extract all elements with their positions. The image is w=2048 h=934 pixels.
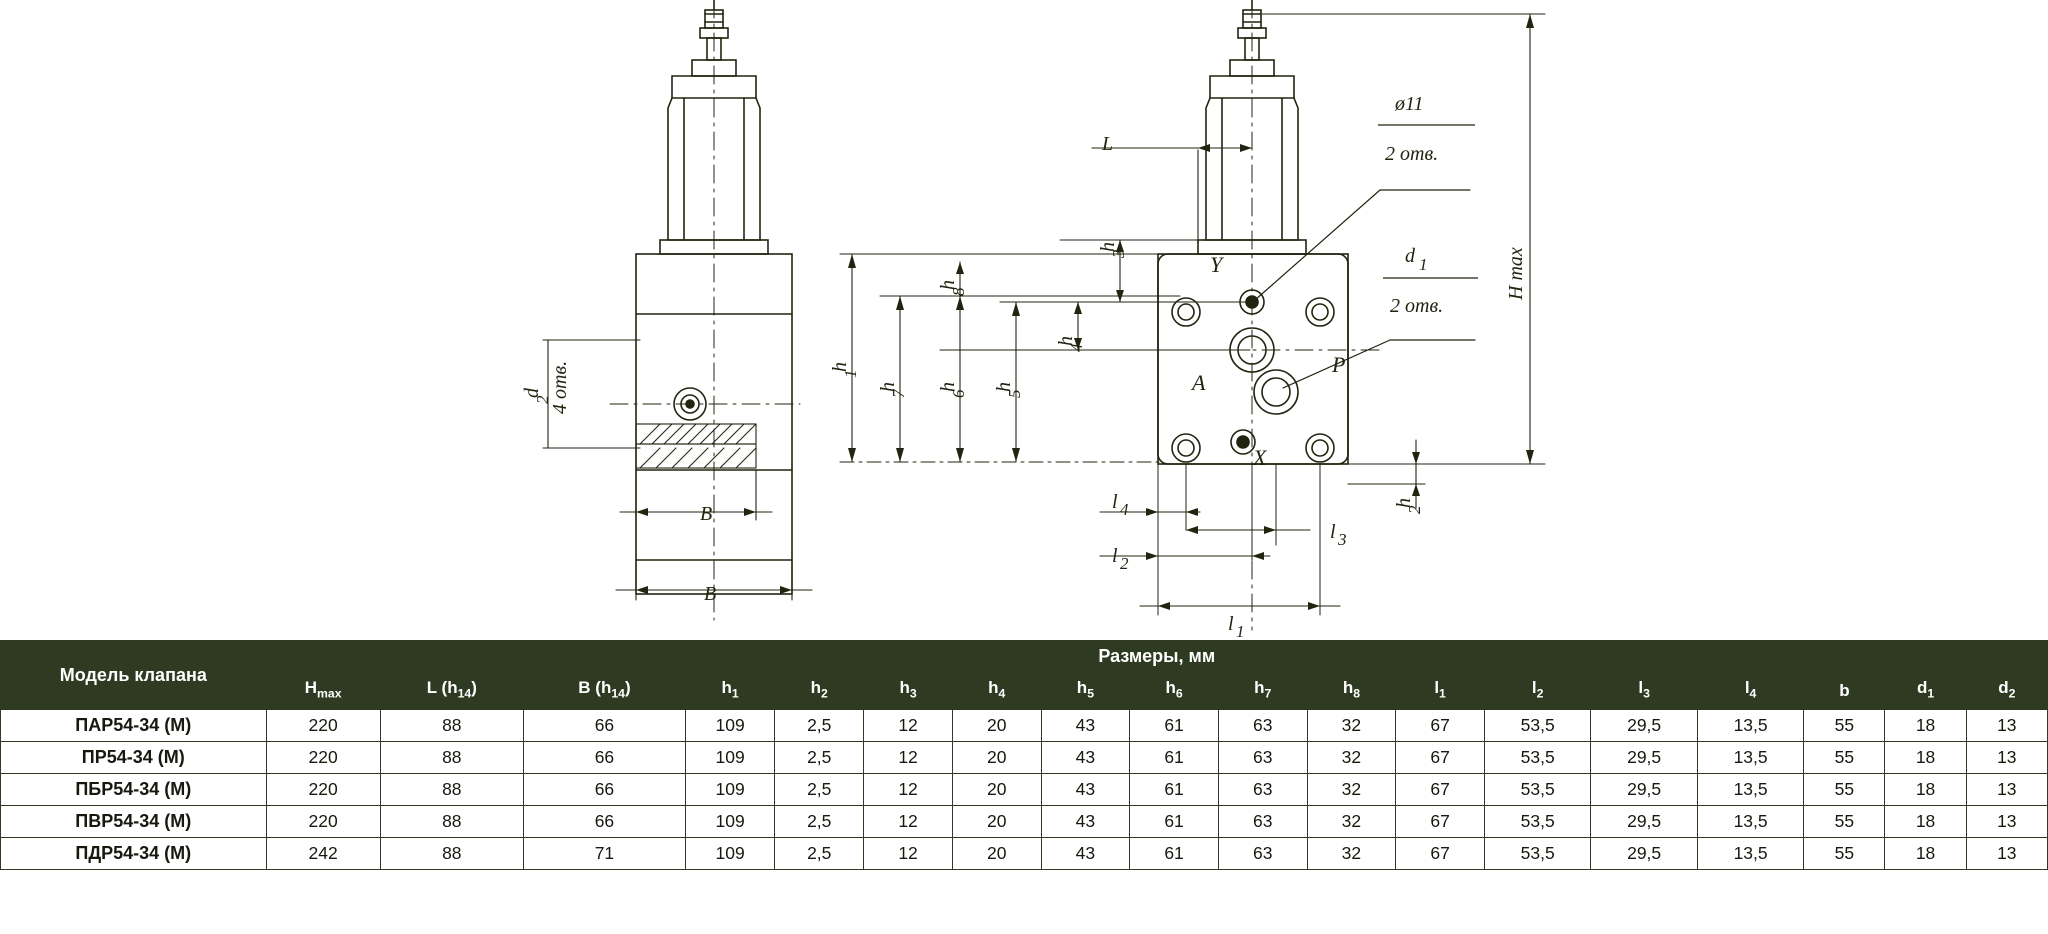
dim-l1	[1140, 602, 1340, 610]
dim-hmax	[1262, 14, 1545, 464]
dim-h7	[896, 296, 904, 462]
table-cell-value: 220	[266, 774, 380, 806]
table-cell-model: ПБР54-34 (М)	[1, 774, 267, 806]
table-col-header: $h_5$	[1041, 672, 1130, 710]
table-cell-value: 67	[1396, 710, 1485, 742]
dim-L	[1092, 144, 1252, 244]
table-cell-value: 13,5	[1697, 710, 1803, 742]
table-cell-value: 43	[1041, 710, 1130, 742]
table-row	[1, 774, 2048, 806]
label-h4-sub: 4	[1067, 343, 1086, 352]
table-cell-value: 61	[1130, 806, 1219, 838]
table-cell-value: 220	[266, 806, 380, 838]
table-cell-value: 53,5	[1484, 774, 1590, 806]
table-col-header: $h_4$	[952, 672, 1041, 710]
dim-b-small	[620, 470, 772, 520]
table-cell-value: 66	[523, 742, 685, 774]
label-h2: h	[1393, 498, 1415, 508]
table-column-header-row	[1, 672, 2048, 710]
table-cell-value: 12	[864, 774, 953, 806]
table-cell-value: 63	[1218, 838, 1307, 870]
table-cell-value: 12	[864, 838, 953, 870]
table-cell-value: 88	[380, 806, 523, 838]
table-col-header: $h_6$	[1130, 672, 1219, 710]
table-cell-value: 63	[1218, 742, 1307, 774]
table-col-header: $d_1$	[1885, 672, 1966, 710]
label-h8-sub: 8	[949, 287, 968, 296]
label-h2-sub: 2	[1405, 505, 1424, 514]
table-cell-value: 61	[1130, 742, 1219, 774]
label-l3-sub: 3	[1338, 530, 1347, 549]
label-d1-sub: 1	[1419, 255, 1428, 274]
table-cell-value: 32	[1307, 838, 1396, 870]
table-cell-value: 29,5	[1591, 806, 1697, 838]
table-row	[1, 806, 2048, 838]
table-cell-value: 2,5	[775, 774, 864, 806]
table-cell-value: 32	[1307, 774, 1396, 806]
label-l2-sub: 2	[1120, 554, 1129, 573]
table-cell-value: 67	[1396, 742, 1485, 774]
table-cell-value: 220	[266, 710, 380, 742]
table-cell-value: 67	[1396, 838, 1485, 870]
table-cell-value: 61	[1130, 774, 1219, 806]
table-cell-value: 53,5	[1484, 742, 1590, 774]
label-l1: l	[1228, 613, 1234, 635]
table-cell-value: 53,5	[1484, 806, 1590, 838]
label-h1-sub: 1	[841, 369, 860, 378]
table-col-header: $h_2$	[775, 672, 864, 710]
label-port-P: P	[1332, 352, 1346, 377]
label-phi11: ø11	[1395, 93, 1424, 115]
label-h5-sub: 5	[1005, 389, 1024, 398]
table-col-header: $l_3$	[1591, 672, 1697, 710]
table-cell-model: ПДР54-34 (М)	[1, 838, 267, 870]
label-port-X: X	[1253, 445, 1267, 470]
table-cell-value: 66	[523, 806, 685, 838]
table-row	[1, 742, 2048, 774]
table-cell-value: 18	[1885, 838, 1966, 870]
label-four-holes: 4 отв.	[549, 360, 571, 414]
table-cell-value: 63	[1218, 710, 1307, 742]
table-header-model: Модель клапана	[1, 641, 267, 710]
dim-h6	[956, 296, 964, 462]
table-cell-value: 55	[1804, 774, 1885, 806]
table-cell-value: 88	[380, 774, 523, 806]
table-cell-value: 18	[1885, 806, 1966, 838]
table-cell-value: 13,5	[1697, 774, 1803, 806]
table-cell-value: 32	[1307, 742, 1396, 774]
table-cell-value: 43	[1041, 774, 1130, 806]
label-h3: h	[1097, 242, 1119, 252]
table-cell-value: 109	[686, 742, 775, 774]
right-view-outline	[1158, 0, 1348, 464]
label-l4: l	[1112, 491, 1118, 513]
leader-d1	[1283, 340, 1475, 388]
label-l3: l	[1330, 521, 1336, 543]
table-body	[1, 710, 2048, 870]
dimensions-table	[0, 640, 2048, 870]
dim-l3	[1186, 526, 1310, 534]
table-cell-value: 63	[1218, 774, 1307, 806]
table-cell-value: 55	[1804, 710, 1885, 742]
dim-extension-vertical	[1158, 464, 1320, 615]
table-cell-value: 55	[1804, 806, 1885, 838]
table-cell-value: 12	[864, 710, 953, 742]
label-h6-sub: 6	[949, 389, 968, 398]
table-cell-value: 88	[380, 742, 523, 774]
label-B-big: B	[704, 583, 717, 605]
table-cell-value: 13,5	[1697, 806, 1803, 838]
table-cell-value: 67	[1396, 774, 1485, 806]
table-cell-value: 63	[1218, 806, 1307, 838]
label-h5: h	[993, 382, 1015, 392]
label-two-holes-2: 2 отв.	[1390, 295, 1444, 317]
table-cell-value: 66	[523, 774, 685, 806]
table-cell-value: 88	[380, 838, 523, 870]
table-cell-value: 13,5	[1697, 838, 1803, 870]
dim-h2	[1348, 440, 1425, 508]
table-cell-value: 20	[952, 710, 1041, 742]
table-cell-value: 88	[380, 710, 523, 742]
table-cell-value: 18	[1885, 742, 1966, 774]
table-cell-value: 32	[1307, 710, 1396, 742]
table-col-header: $l_4$	[1697, 672, 1803, 710]
table-cell-value: 67	[1396, 806, 1485, 838]
table-cell-value: 13	[1966, 774, 2047, 806]
table-col-header: $h_8$	[1307, 672, 1396, 710]
table-cell-value: 20	[952, 774, 1041, 806]
table-cell-value: 53,5	[1484, 710, 1590, 742]
table-cell-value: 53,5	[1484, 838, 1590, 870]
table-cell-value: 29,5	[1591, 710, 1697, 742]
label-l2: l	[1112, 545, 1118, 567]
table-cell-value: 12	[864, 806, 953, 838]
table-cell-value: 55	[1804, 742, 1885, 774]
table-cell-value: 18	[1885, 774, 1966, 806]
label-port-A: A	[1192, 370, 1206, 395]
label-b-small: B	[700, 503, 713, 525]
label-d2: d	[521, 388, 543, 398]
dim-h1	[848, 254, 856, 462]
table-cell-value: 109	[686, 774, 775, 806]
label-h6: h	[937, 382, 959, 392]
table-cell-value: 2,5	[775, 710, 864, 742]
label-h-max: H max	[1505, 247, 1527, 300]
label-h7: h	[877, 382, 899, 392]
table-cell-value: 29,5	[1591, 838, 1697, 870]
table-col-header: $l_1$	[1396, 672, 1485, 710]
table-cell-value: 109	[686, 806, 775, 838]
table-cell-value: 2,5	[775, 806, 864, 838]
table-cell-model: ПР54-34 (М)	[1, 742, 267, 774]
label-l4-sub: 4	[1120, 500, 1129, 519]
table-cell-value: 12	[864, 742, 953, 774]
table-col-header: L $(h_{14})$	[380, 672, 523, 710]
table-cell-value: 20	[952, 806, 1041, 838]
table-cell-value: 71	[523, 838, 685, 870]
label-L: L	[1102, 133, 1114, 155]
table-cell-value: 13	[1966, 710, 2047, 742]
label-port-Y: Y	[1210, 252, 1223, 277]
table-cell-value: 13	[1966, 806, 2047, 838]
table-header-group: Размеры, мм	[266, 641, 2047, 672]
table-col-header: b	[1804, 672, 1885, 710]
table-cell-value: 43	[1041, 806, 1130, 838]
table-cell-value: 32	[1307, 806, 1396, 838]
table-cell-value: 29,5	[1591, 742, 1697, 774]
table-cell-value: 13	[1966, 742, 2047, 774]
table-cell-value: 55	[1804, 838, 1885, 870]
table-cell-value: 242	[266, 838, 380, 870]
label-d2-sub: 2	[533, 395, 552, 404]
label-h7-sub: 7	[889, 389, 908, 398]
label-h3-sub: 3	[1109, 249, 1128, 258]
label-h4: h	[1055, 336, 1077, 346]
table-cell-value: 18	[1885, 710, 1966, 742]
table-cell-model: ПВР54-34 (М)	[1, 806, 267, 838]
table-col-header: $h_3$	[864, 672, 953, 710]
table-col-header: $H_{max}$	[266, 672, 380, 710]
table-cell-value: 13,5	[1697, 742, 1803, 774]
table-row	[1, 710, 2048, 742]
label-h1: h	[829, 362, 851, 372]
label-two-holes-1: 2 отв.	[1385, 143, 1439, 165]
table-col-header: $d_2$	[1966, 672, 2047, 710]
table-cell-value: 43	[1041, 742, 1130, 774]
label-h8: h	[937, 280, 959, 290]
table-col-header: B $(h_{14})$	[523, 672, 685, 710]
table-cell-value: 2,5	[775, 742, 864, 774]
table-cell-value: 29,5	[1591, 774, 1697, 806]
table-row	[1, 838, 2048, 870]
table-cell-value: 2,5	[775, 838, 864, 870]
table-cell-value: 43	[1041, 838, 1130, 870]
label-d1: d	[1405, 245, 1415, 267]
table-cell-value: 13	[1966, 838, 2047, 870]
dim-h5	[1012, 302, 1020, 462]
label-l1-sub: 1	[1236, 622, 1245, 640]
table-cell-value: 109	[686, 838, 775, 870]
table-cell-model: ПАР54-34 (М)	[1, 710, 267, 742]
table-cell-value: 66	[523, 710, 685, 742]
table-col-header: $h_1$	[686, 672, 775, 710]
table-cell-value: 61	[1130, 838, 1219, 870]
table-cell-value: 20	[952, 742, 1041, 774]
table-col-header: $h_7$	[1218, 672, 1307, 710]
table-cell-value: 220	[266, 742, 380, 774]
table-cell-value: 20	[952, 838, 1041, 870]
table-cell-value: 109	[686, 710, 775, 742]
table-col-header: $l_2$	[1484, 672, 1590, 710]
table-cell-value: 61	[1130, 710, 1219, 742]
leader-phi11	[1255, 190, 1470, 300]
dim-extension-lines	[840, 240, 1250, 462]
